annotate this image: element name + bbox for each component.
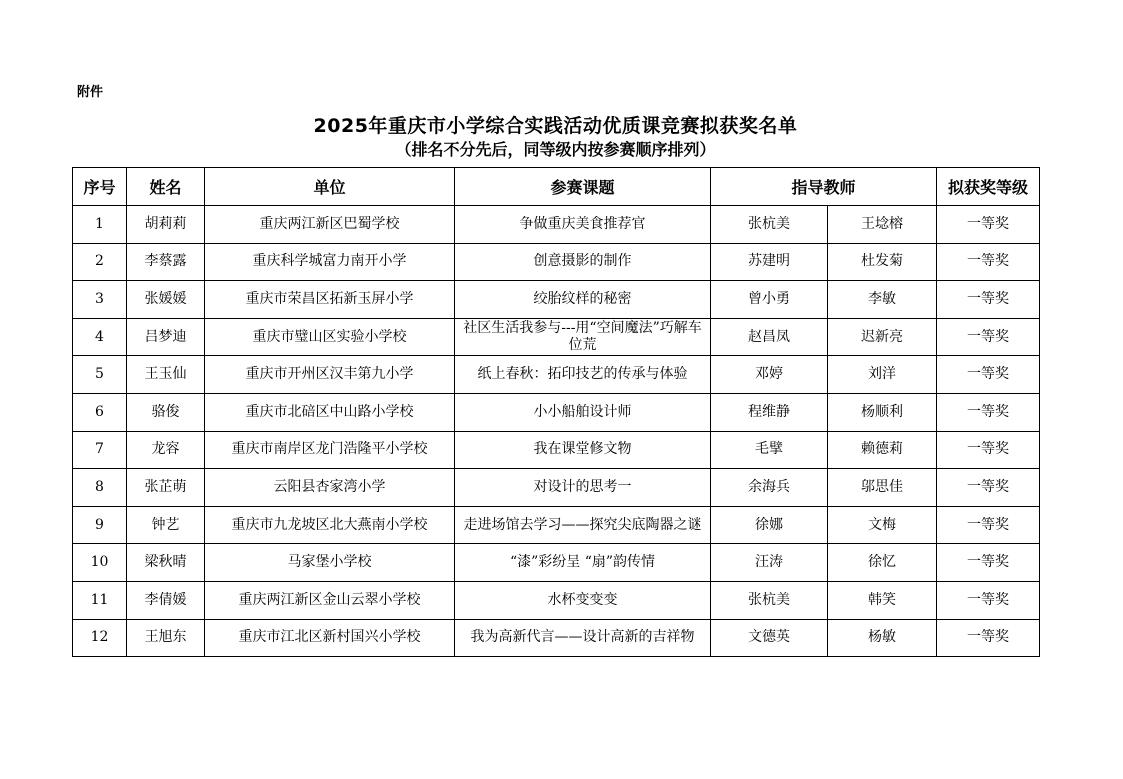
cell-teacher-1: 毛擘 (711, 431, 828, 469)
cell-teacher-2: 刘洋 (828, 356, 937, 394)
table-row (73, 393, 1040, 431)
cell-name: 张媛媛 (127, 281, 205, 319)
table-row (73, 206, 1040, 244)
cell-teacher-1: 赵昌凤 (711, 318, 828, 356)
cell-unit: 重庆市开州区汉丰第九小学 (205, 356, 455, 394)
cell-topic: 水杯变变变 (455, 581, 711, 619)
cell-teacher-2: 迟新亮 (828, 318, 937, 356)
cell-name: 李蔡露 (127, 243, 205, 281)
table-header-row (73, 168, 1040, 206)
cell-teacher-2: 杨敏 (828, 619, 937, 657)
cell-award: 一等奖 (937, 619, 1040, 657)
cell-award: 一等奖 (937, 318, 1040, 356)
cell-unit: 重庆市九龙坡区北大燕南小学校 (205, 506, 455, 544)
cell-teacher-2: 杨顺利 (828, 393, 937, 431)
cell-no: 10 (73, 544, 127, 582)
cell-topic: 小小船舶设计师 (455, 393, 711, 431)
cell-teacher-1: 程维静 (711, 393, 828, 431)
cell-no: 2 (73, 243, 127, 281)
document-subtitle: （排名不分先后，同等级内按参赛顺序排列） (395, 140, 716, 159)
cell-name: 李倩媛 (127, 581, 205, 619)
cell-name: 王玉仙 (127, 356, 205, 394)
table-row (73, 469, 1040, 507)
cell-award: 一等奖 (937, 506, 1040, 544)
cell-unit: 重庆市荣昌区拓新玉屏小学 (205, 281, 455, 319)
cell-award: 一等奖 (937, 243, 1040, 281)
cell-award: 一等奖 (937, 281, 1040, 319)
table-body (73, 206, 1040, 657)
cell-award: 一等奖 (937, 393, 1040, 431)
cell-no: 12 (73, 619, 127, 657)
table-row (73, 506, 1040, 544)
header-no: 序号 (73, 168, 127, 206)
cell-unit: 云阳县杏家湾小学 (205, 469, 455, 507)
cell-award: 一等奖 (937, 544, 1040, 582)
cell-topic: 我为高新代言——设计高新的吉祥物 (455, 619, 711, 657)
document-title: 2025年重庆市小学综合实践活动优质课竞赛拟获奖名单 (313, 115, 798, 137)
cell-topic: 我在课堂修文物 (455, 431, 711, 469)
cell-award: 一等奖 (937, 431, 1040, 469)
cell-teacher-1: 张杭美 (711, 206, 828, 244)
cell-name: 骆俊 (127, 393, 205, 431)
cell-teacher-2: 杜发菊 (828, 243, 937, 281)
table-row (73, 318, 1040, 356)
cell-unit: 重庆市北碚区中山路小学校 (205, 393, 455, 431)
cell-name: 吕梦迪 (127, 318, 205, 356)
cell-name: 王旭东 (127, 619, 205, 657)
cell-award: 一等奖 (937, 581, 1040, 619)
table-row (73, 544, 1040, 582)
cell-teacher-2: 赖德莉 (828, 431, 937, 469)
cell-unit: 马家堡小学校 (205, 544, 455, 582)
header-topic: 参赛课题 (455, 168, 711, 206)
header-name: 姓名 (127, 168, 205, 206)
cell-unit: 重庆两江新区巴蜀学校 (205, 206, 455, 244)
cell-topic: “漆”彩纷呈 “扇”韵传情 (455, 544, 711, 582)
cell-teacher-1: 余海兵 (711, 469, 828, 507)
cell-no: 11 (73, 581, 127, 619)
cell-name: 梁秋晴 (127, 544, 205, 582)
cell-topic: 走进场馆去学习——探究尖底陶器之谜 (455, 506, 711, 544)
cell-name: 钟艺 (127, 506, 205, 544)
table-row (73, 619, 1040, 657)
cell-topic: 纸上春秋：拓印技艺的传承与体验 (455, 356, 711, 394)
cell-teacher-1: 张杭美 (711, 581, 828, 619)
cell-award: 一等奖 (937, 469, 1040, 507)
header-unit: 单位 (205, 168, 455, 206)
table-row (73, 243, 1040, 281)
cell-teacher-2: 王埝榕 (828, 206, 937, 244)
cell-no: 3 (73, 281, 127, 319)
cell-no: 1 (73, 206, 127, 244)
cell-teacher-2: 李敏 (828, 281, 937, 319)
cell-unit: 重庆市南岸区龙门浩隆平小学校 (205, 431, 455, 469)
table-row (73, 356, 1040, 394)
cell-teacher-1: 徐娜 (711, 506, 828, 544)
cell-no: 8 (73, 469, 127, 507)
cell-no: 6 (73, 393, 127, 431)
cell-topic: 绞胎纹样的秘密 (455, 281, 711, 319)
cell-no: 5 (73, 356, 127, 394)
table-row (73, 281, 1040, 319)
cell-teacher-2: 韩笑 (828, 581, 937, 619)
cell-no: 4 (73, 318, 127, 356)
cell-teacher-1: 邓婷 (711, 356, 828, 394)
cell-topic: 社区生活我参与---用“空间魔法”巧解车位荒 (455, 318, 711, 356)
cell-no: 7 (73, 431, 127, 469)
cell-award: 一等奖 (937, 356, 1040, 394)
cell-topic: 对设计的思考一 (455, 469, 711, 507)
cell-teacher-1: 苏建明 (711, 243, 828, 281)
cell-unit: 重庆市璧山区实验小学校 (205, 318, 455, 356)
cell-unit: 重庆市江北区新村国兴小学校 (205, 619, 455, 657)
cell-teacher-2: 徐忆 (828, 544, 937, 582)
table-row (73, 431, 1040, 469)
header-award: 拟获奖等级 (937, 168, 1040, 206)
cell-teacher-2: 邬思佳 (828, 469, 937, 507)
cell-teacher-1: 曾小勇 (711, 281, 828, 319)
cell-name: 龙容 (127, 431, 205, 469)
cell-name: 胡莉莉 (127, 206, 205, 244)
cell-teacher-1: 文德英 (711, 619, 828, 657)
cell-award: 一等奖 (937, 206, 1040, 244)
table-row (73, 581, 1040, 619)
cell-no: 9 (73, 506, 127, 544)
award-table (72, 167, 1040, 657)
cell-unit: 重庆两江新区金山云翠小学校 (205, 581, 455, 619)
cell-topic: 争做重庆美食推荐官 (455, 206, 711, 244)
attachment-label: 附件 (77, 85, 104, 100)
cell-topic: 创意摄影的制作 (455, 243, 711, 281)
cell-teacher-2: 文梅 (828, 506, 937, 544)
cell-name: 张芷萌 (127, 469, 205, 507)
header-teacher: 指导教师 (711, 168, 937, 206)
cell-unit: 重庆科学城富力南开小学 (205, 243, 455, 281)
cell-teacher-1: 汪涛 (711, 544, 828, 582)
